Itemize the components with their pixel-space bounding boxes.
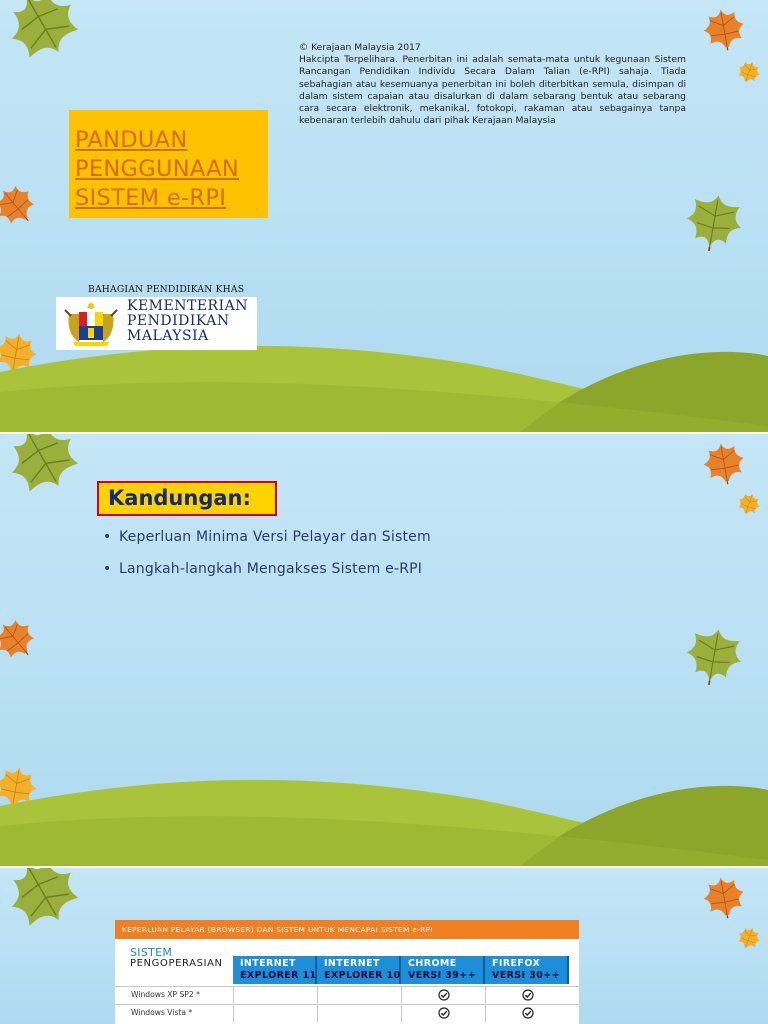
ministry-logo [56, 297, 257, 350]
leaf-yellow-icon [733, 488, 766, 519]
contents-heading-box [97, 481, 277, 516]
os-name: Windows XP SP2 * [131, 990, 200, 999]
leaf-green-icon [0, 0, 102, 79]
ministry-line-3: MALAYSIA [127, 328, 209, 344]
table-row [115, 1004, 579, 1022]
leaf-yellow-icon [733, 922, 766, 953]
check-circle-icon [438, 989, 450, 1001]
leaf-orange-icon [698, 871, 749, 924]
list-item-text: Keperluan Minima Versi Pelayar dan Sistem [119, 529, 431, 545]
hills-background [0, 776, 768, 866]
slide-contents [0, 434, 768, 866]
os-header-line-1: SISTEM [130, 946, 173, 959]
browser-header-firefox [485, 956, 569, 984]
table-cell [485, 987, 570, 1004]
leaf-yellow-icon [733, 56, 766, 87]
check-circle-icon [522, 989, 534, 1001]
list-item [103, 529, 431, 545]
browser-header-line-1: CHROME [408, 958, 457, 969]
table-cell [401, 987, 486, 1004]
check-circle-icon [438, 1007, 450, 1019]
title-line-3: SISTEM e-RPI [75, 185, 227, 211]
department-label: BAHAGIAN PENDIDIKAN KHAS [88, 284, 245, 295]
ministry-name [127, 299, 248, 344]
table-banner: KEPERLUAN PELAYAR (BROWSER) DAN SISTEM UNTUK MENCAPAI SISTEM e-RPI [115, 920, 579, 939]
copyright-line: © Kerajaan Malaysia 2017 [299, 42, 421, 53]
document-title-box [69, 110, 268, 218]
hills-background [0, 342, 768, 432]
browser-header-line-2: EXPLORER 10 [324, 970, 401, 981]
slide-requirements [0, 868, 768, 1024]
bullet-icon: • [103, 529, 112, 545]
browser-header-line-1: FIREFOX [492, 958, 541, 969]
leaf-green-icon [0, 434, 102, 513]
table-cell [233, 1005, 318, 1022]
os-column-header [130, 947, 223, 969]
leaf-orange-icon [698, 3, 749, 56]
title-line-2: PENGGUNAAN [75, 156, 240, 182]
table-row [115, 986, 579, 1004]
browser-header-chrome [401, 956, 485, 984]
leaf-green-icon [679, 619, 749, 692]
slide-cover [0, 0, 768, 432]
browser-header-line-1: INTERNET [240, 958, 296, 969]
contents-list [103, 529, 431, 593]
title-line-1: PANDUAN [75, 127, 188, 153]
copyright-body: Hakcipta Terpelihara. Penerbitan ini adalah semata-mata untuk kegunaan Sistem Rancangan Pendidikan Individu Secara Dalam Talian (e-RPI) sahaja. Tiada sebahagian atau kesemuanya penerbitan ini boleh diterbitkan semula, disimpan di dalam sistem capaian atau disalurkan di dalam sebarang bentuk atau sebarang cara secara elektronik, mekanikal, fotokopi, rakaman atau sebagainya tanpa kebenaran terlebih dahulu dari pihak Kerajaan Malaysia [299, 54, 686, 127]
leaf-orange-icon [0, 609, 45, 668]
list-item-text: Langkah-langkah Mengakses Sistem e-RPI [119, 561, 423, 577]
os-header-line-2: PENGOPERASIAN [130, 958, 223, 969]
table-cell [401, 1005, 486, 1022]
browser-header-line-2: VERSI 39++ [408, 970, 476, 981]
browser-header-ie10 [317, 956, 401, 984]
os-name: Windows Vista * [131, 1008, 193, 1017]
table-cell [317, 1005, 402, 1022]
browser-header-line-2: VERSI 30++ [492, 970, 560, 981]
table-cell [485, 1005, 570, 1022]
bullet-icon: • [103, 561, 112, 577]
browser-header-line-1: INTERNET [324, 958, 380, 969]
leaf-orange-icon [698, 437, 749, 490]
browser-requirements-table [115, 920, 579, 1024]
ministry-line-1: KEMENTERIAN [127, 298, 248, 314]
leaf-green-icon [679, 185, 749, 258]
table-cell [233, 987, 318, 1004]
browser-header-line-2: EXPLORER 11 [240, 970, 317, 981]
leaf-orange-icon [0, 175, 45, 234]
list-item [103, 561, 431, 577]
browser-header-ie11 [233, 956, 317, 984]
coat-of-arms-icon [59, 300, 123, 348]
contents-heading: Kandungan: [108, 486, 251, 510]
leaf-green-icon [0, 868, 102, 947]
check-circle-icon [522, 1007, 534, 1019]
ministry-line-2: PENDIDIKAN [127, 313, 230, 329]
table-cell [317, 987, 402, 1004]
copyright-notice [299, 42, 686, 127]
